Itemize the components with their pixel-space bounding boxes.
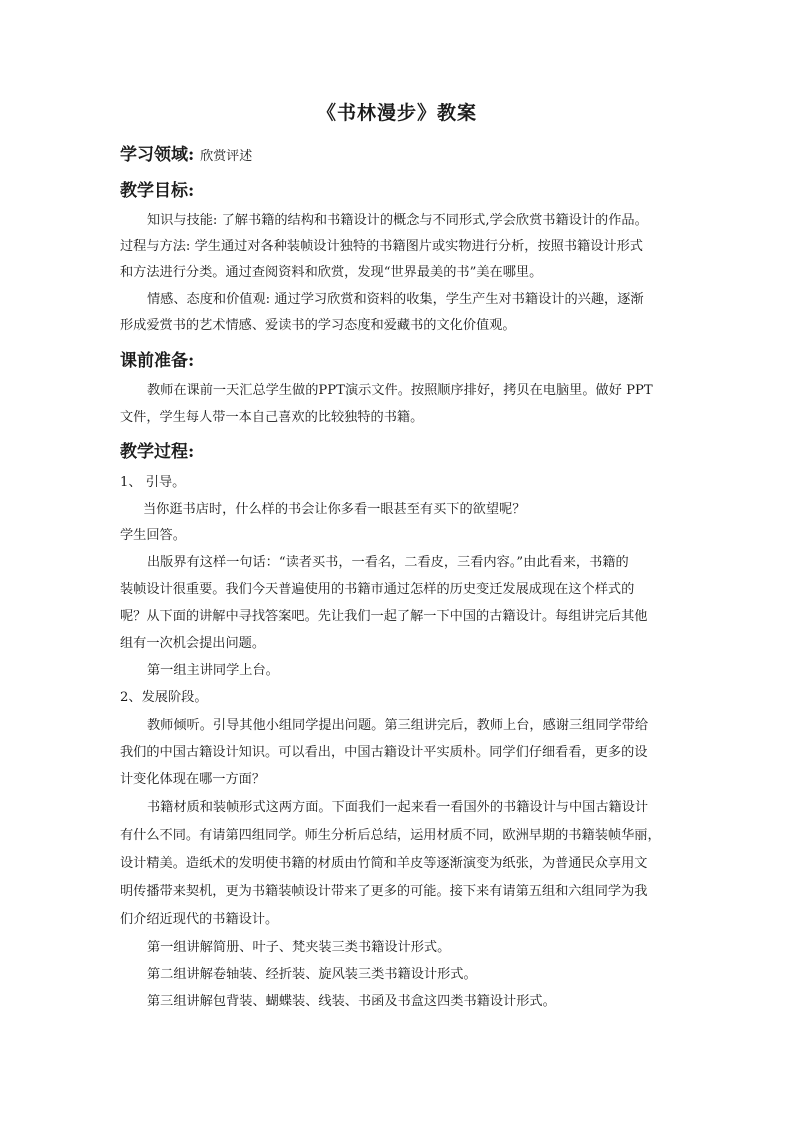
process-line: 我们的中国古籍设计知识。可以看出，中国古籍设计平实质朴。同学们仔细看看，更多的设	[120, 745, 648, 760]
prep-line: 文件，学生每人带一本自己喜欢的比较独特的书籍。	[120, 410, 424, 425]
process-line: 设计精美。造纸术的发明使书籍的材质由竹简和羊皮等逐渐演变为纸张，为普通民众享用文	[120, 856, 648, 871]
process-line: 2、发展阶段。	[120, 690, 208, 705]
process-line: 教师倾听。引导其他小组同学提出问题。第三组讲完后，教师上台，感谢三组同学带给	[147, 718, 649, 733]
process-line: 第一组讲解简册、叶子、梵夹装三类书籍设计形式。	[147, 940, 451, 955]
domain-line	[120, 140, 252, 165]
process-line: 们介绍近现代的书籍设计。	[120, 912, 279, 927]
process-line: 书籍材质和装帧形式这两方面。下面我们一起来看一看国外的书籍设计与中国古籍设计	[147, 800, 649, 815]
process-line: 1、 引导。	[120, 475, 186, 490]
process-line: 计变化体现在哪一方面？	[120, 772, 266, 787]
process-line: 第一组主讲同学上台。	[147, 663, 279, 678]
goals-line: 过程与方法: 学生通过对各种装帧设计独特的书籍图片或实物进行分析，按照书籍设计形式	[120, 239, 643, 254]
goals-line: 形成爱赏书的艺术情感、爱读书的学习态度和爱藏书的文化价值观。	[120, 318, 516, 333]
process-line: 明传播带来契机，更为书籍装帧设计带来了更多的可能。接下来有请第五组和六组同学为我	[120, 884, 648, 899]
process-line: 呢？从下面的讲解中寻找答案吧。先让我们一起了解一下中国的古籍设计。每组讲完后其他	[120, 609, 648, 624]
process-line: 学生回答。	[120, 528, 186, 543]
prep-line: 教师在课前一天汇总学生做的PPT演示文件。按照顺序排好，拷贝在电脑里。做好 PPT	[147, 383, 653, 398]
domain-value: 欣赏评述	[200, 149, 253, 164]
process-line: 第三组讲解包背装、蝴蝶装、线装、书函及书盒这四类书籍设计形式。	[147, 994, 556, 1009]
doc-title: 《书林漫步》教案	[316, 102, 477, 124]
process-line: 当你逛书店时，什么样的书会让你多看一眼甚至有买下的欲望呢？	[143, 502, 526, 517]
process-line: 装帧设计很重要。我们今天普遍使用的书籍市通过怎样的历史变迁发展成现在这个样式的	[120, 582, 635, 597]
process-line: 组有一次机会提出问题。	[120, 636, 266, 651]
process-line: 出版界有这样一句话：“读者买书，一看名，二看皮，三看内容。”由此看来，书籍的	[147, 555, 629, 570]
goals-line: 知识与技能: 了解书籍的结构和书籍设计的概念与不同形式,学会欣赏书籍设计的作品。	[147, 213, 648, 228]
process-heading: 教学过程:	[120, 442, 195, 462]
prep-heading: 课前准备:	[120, 351, 195, 371]
process-line: 第二组讲解卷轴装、经折装、旋风装三类书籍设计形式。	[147, 967, 477, 982]
goals-line: 情感、态度和价值观: 通过学习欣赏和资料的收集，学生产生对书籍设计的兴趣，逐渐	[147, 292, 644, 307]
goals-heading: 教学目标:	[120, 181, 195, 201]
process-line: 有什么不同。有请第四组同学。师生分析后总结，运用材质不同，欧洲早期的书籍装帧华丽，	[120, 828, 661, 843]
domain-label: 学习领域:	[120, 145, 195, 165]
goals-line: 和方法进行分类。通过查阅资料和欣赏，发现“世界最美的书”美在哪里。	[120, 265, 543, 280]
